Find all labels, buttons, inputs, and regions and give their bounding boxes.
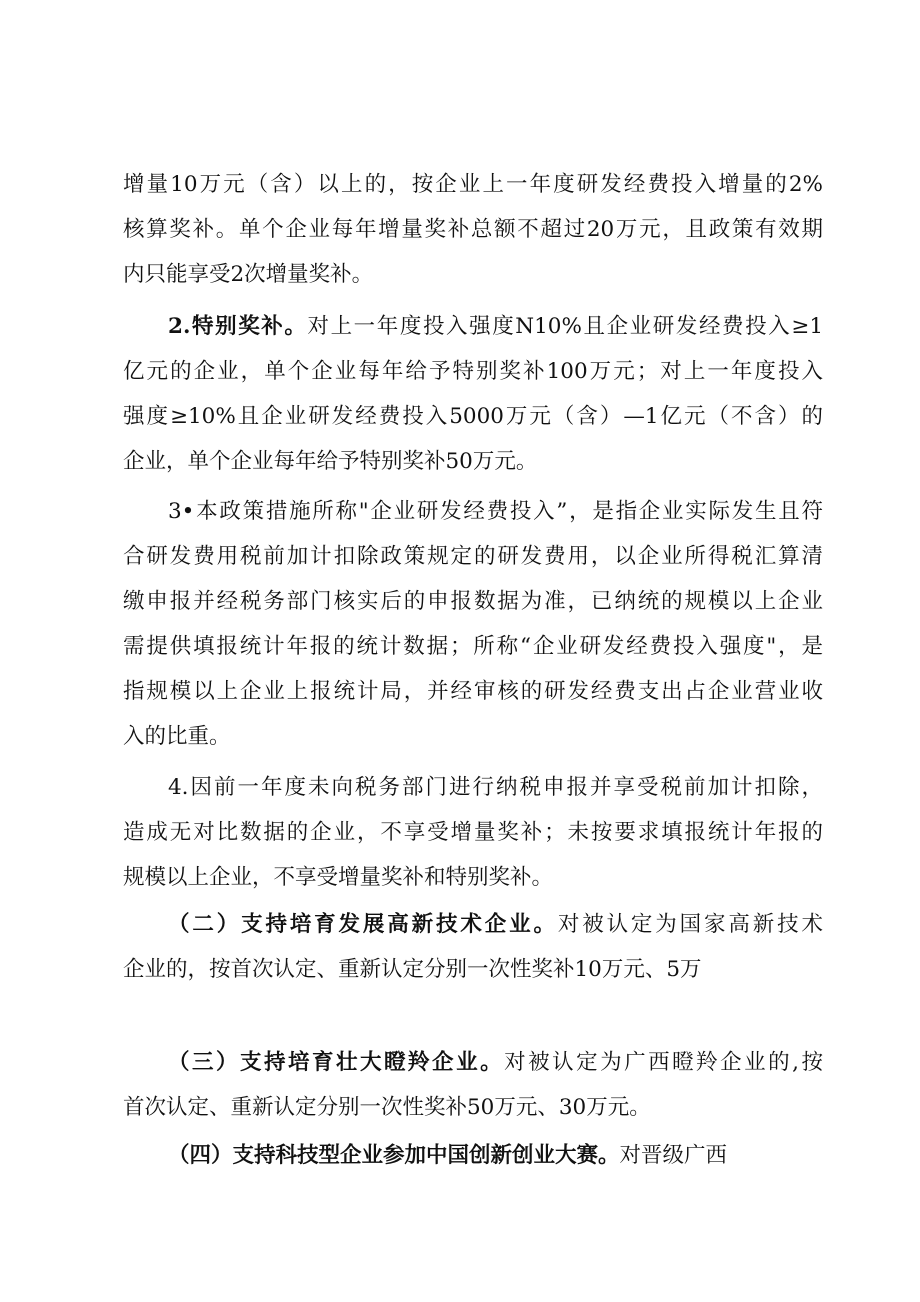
line-text: 缴申报并经税务部门核实后的申报数据为准，已纳统的规模以上企业 xyxy=(123,589,823,614)
text-line-2 xyxy=(123,210,823,250)
text-line-12 xyxy=(123,672,823,712)
section-heading-innovation-contest: （四）支持科技型企业参加中国创新创业大赛。 xyxy=(168,1143,620,1168)
line-text: 对被认定为国家高新技术 xyxy=(557,912,823,937)
text-line-15 xyxy=(123,813,823,853)
line-text: 企业，单个企业每年给予特别奖补50万元。 xyxy=(123,449,538,474)
text-line-7 xyxy=(123,442,823,482)
section-heading-gazelle: （三）支持培育壮大瞪羚企业。 xyxy=(168,1050,505,1075)
text-line-4 xyxy=(168,307,823,347)
text-line-1 xyxy=(123,165,823,205)
line-text: 造成无对比数据的企业，不享受增量奖补；未按要求填报统计年报的 xyxy=(123,820,823,845)
line-text: 合研发费用税前加计扣除政策规定的研发费用，以企业所得税汇算清 xyxy=(123,544,823,569)
section-heading-high-tech: （二）支持培育发展高新技术企业。 xyxy=(168,912,558,937)
section-heading-special-award: 2.特别奖补。 xyxy=(168,314,308,339)
line-text: 强度≥10%且企业研发经费投入5000万元（含）—1亿元（不含）的 xyxy=(123,404,823,429)
line-text: 首次认定、重新认定分别一次性奖补50万元、30万元。 xyxy=(123,1095,651,1120)
text-line-20 xyxy=(123,1088,823,1128)
text-line-19 xyxy=(168,1043,823,1083)
line-text: 对上一年度投入强度N10%且企业研发经费投入≥1 xyxy=(307,314,823,339)
text-line-6 xyxy=(123,397,823,437)
line-text: 内只能享受2次增量奖补。 xyxy=(123,262,374,287)
text-line-3 xyxy=(123,255,823,295)
text-line-18 xyxy=(123,950,823,990)
line-text: 对被认定为广西瞪羚企业的,按 xyxy=(504,1050,823,1075)
text-line-16 xyxy=(123,858,823,898)
line-text: 核算奖补。单个企业每年增量奖补总额不超过20万元，且政策有效期 xyxy=(123,217,823,242)
line-text: 规模以上企业，不享受增量奖补和特别奖补。 xyxy=(123,865,554,890)
text-line-13 xyxy=(123,717,823,757)
line-text: 3•本政策措施所称"企业研发经费投入”，是指企业实际发生且符 xyxy=(168,499,823,524)
line-text: 入的比重。 xyxy=(123,724,231,749)
line-text: 增量10万元（含）以上的，按企业上一年度研发经费投入增量的2% xyxy=(123,172,823,197)
text-line-14 xyxy=(168,768,823,808)
text-line-9 xyxy=(123,537,823,577)
text-line-10 xyxy=(123,582,823,622)
line-text: 企业的，按首次认定、重新认定分别一次性奖补10万元、5万 xyxy=(123,957,702,982)
text-line-11 xyxy=(123,627,823,667)
text-line-8 xyxy=(168,492,823,532)
line-text: 需提供填报统计年报的统计数据；所称“企业研发经费投入强度"，是 xyxy=(123,634,823,659)
line-text: 对晋级广西 xyxy=(619,1143,728,1168)
line-text: 指规模以上企业上报统计局，并经审核的研发经费支出占企业营业收 xyxy=(123,679,823,704)
text-line-21 xyxy=(168,1136,823,1176)
text-line-5 xyxy=(123,352,823,392)
line-text: 亿元的企业，单个企业每年给予特别奖补100万元；对上一年度投入 xyxy=(123,359,823,384)
text-line-17 xyxy=(168,905,823,945)
line-text: 4.因前一年度未向税务部门进行纳税申报并享受税前加计扣除， xyxy=(168,775,823,800)
